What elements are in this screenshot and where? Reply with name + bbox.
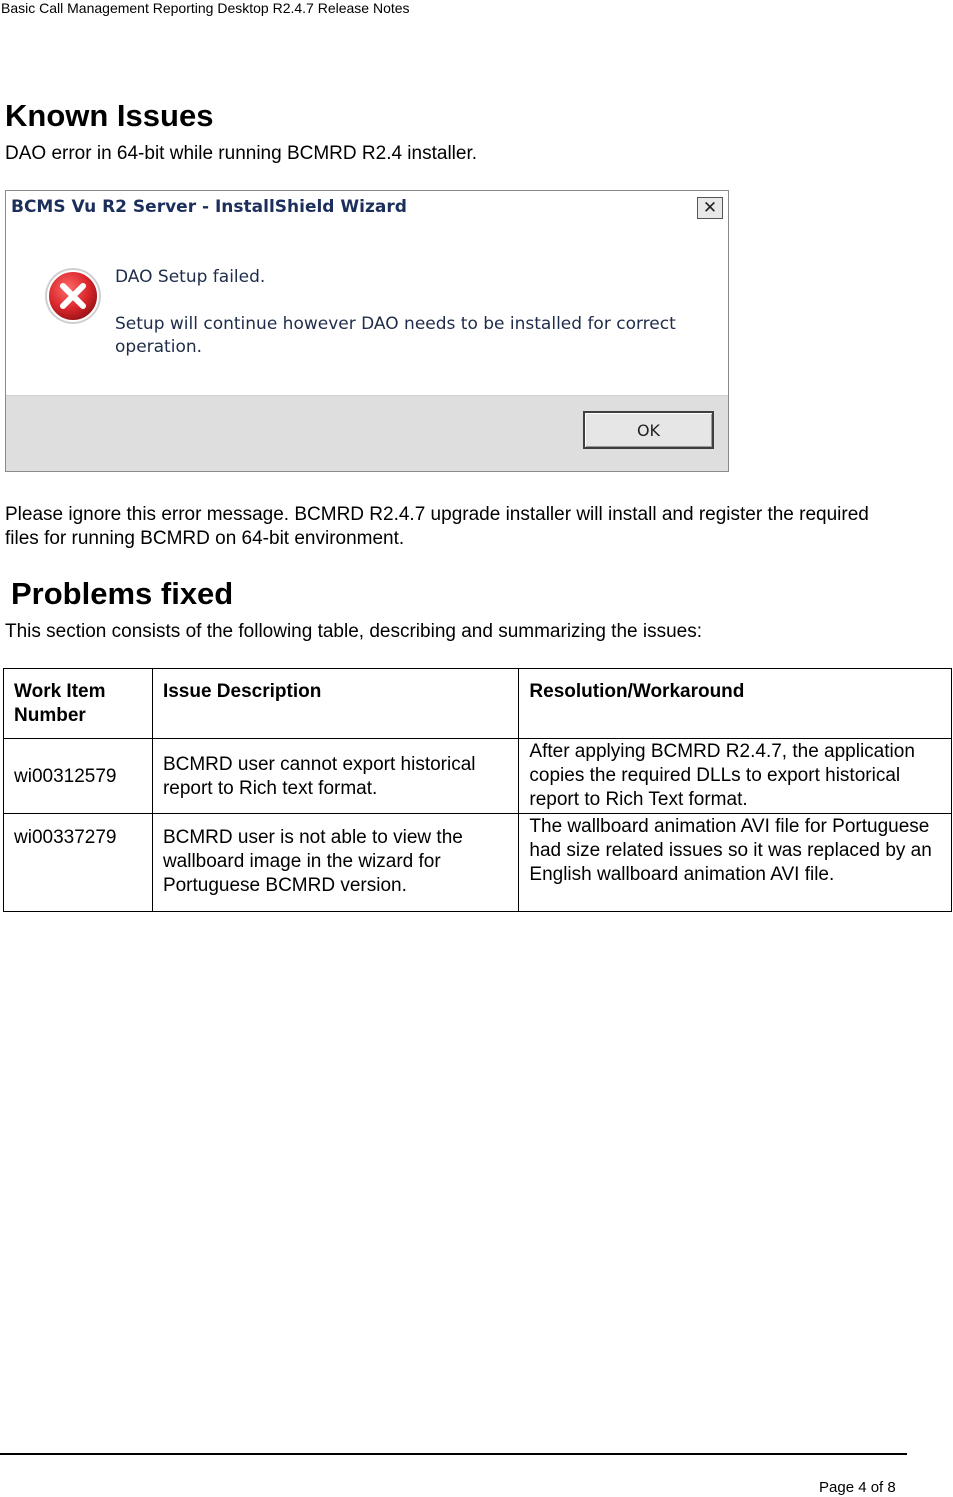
page-number: Page 4 of 8 bbox=[819, 1479, 896, 1496]
ok-button[interactable]: OK bbox=[583, 411, 714, 449]
dialog-footer bbox=[6, 395, 728, 471]
column-header-resolution: Resolution/Workaround bbox=[519, 669, 952, 739]
column-header-issue: Issue Description bbox=[152, 669, 518, 739]
known-issues-note: Please ignore this error message. BCMRD R2.4.7 upgrade installer will install and register the required files for running BCMRD on 64-bit environment. bbox=[5, 504, 869, 549]
work-item-number: wi00312579 bbox=[4, 739, 153, 814]
error-icon bbox=[43, 266, 103, 326]
dialog-message-primary: DAO Setup failed. bbox=[115, 267, 266, 287]
table-row bbox=[4, 739, 952, 814]
issues-table bbox=[3, 668, 952, 912]
resolution: The wallboard animation AVI file for Portuguese had size related issues so it was replaced by an English wallboard animation AVI file. bbox=[519, 814, 952, 912]
dialog-title: BCMS Vu R2 Server - InstallShield Wizard bbox=[11, 197, 407, 217]
running-header: Basic Call Management Reporting Desktop R2.4.7 Release Notes bbox=[1, 0, 410, 16]
issue-description: BCMRD user is not able to view the wallboard image in the wizard for Portuguese BCMRD version. bbox=[152, 814, 518, 912]
table-header-row bbox=[4, 669, 952, 739]
known-issues-heading: Known Issues bbox=[5, 98, 214, 133]
problems-fixed-heading: Problems fixed bbox=[11, 576, 234, 611]
close-icon[interactable]: ✕ bbox=[697, 197, 723, 219]
work-item-number: wi00337279 bbox=[4, 814, 153, 912]
known-issues-intro: DAO error in 64-bit while running BCMRD R2.4 installer. bbox=[5, 143, 478, 164]
resolution: After applying BCMRD R2.4.7, the application copies the required DLLs to export historical report to Rich Text format. bbox=[519, 739, 952, 814]
issue-description: BCMRD user cannot export historical report to Rich text format. bbox=[152, 739, 518, 814]
column-header-work-item: Work Item Number bbox=[4, 669, 153, 739]
dialog-message-secondary: Setup will continue however DAO needs to be installed for correct operation. bbox=[115, 314, 676, 357]
footer-divider bbox=[0, 1453, 907, 1455]
problems-fixed-intro: This section consists of the following table, describing and summarizing the issues: bbox=[5, 621, 703, 642]
table-row bbox=[4, 814, 952, 912]
installshield-dialog-screenshot bbox=[5, 190, 729, 472]
